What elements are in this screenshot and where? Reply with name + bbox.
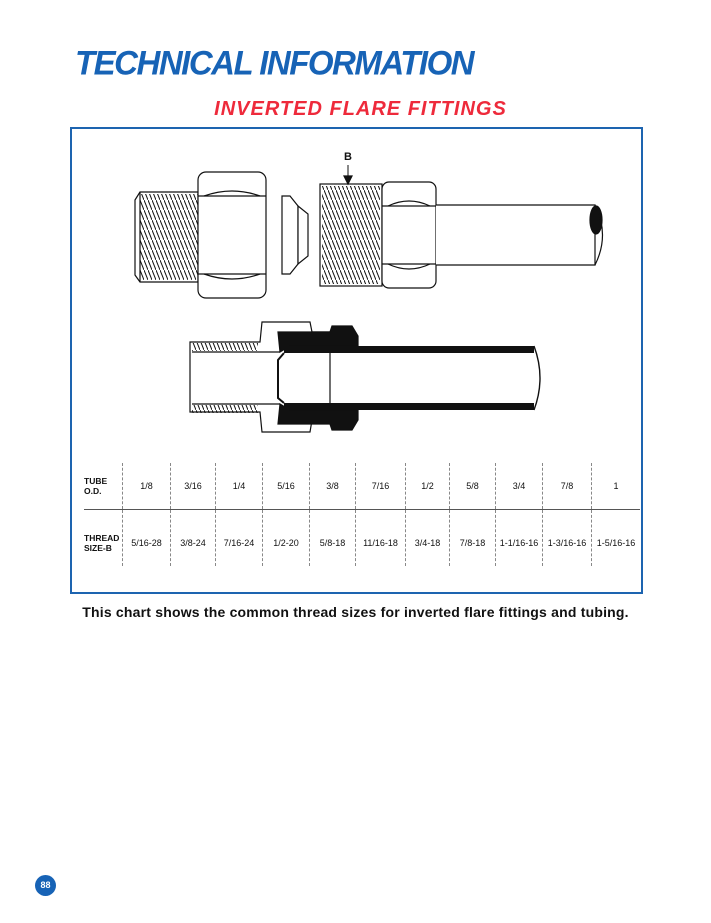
assembled-fitting-cross-section	[190, 322, 540, 432]
callout-label-b: B	[344, 151, 352, 163]
table-cell: 11/16-18	[356, 510, 406, 567]
table-row-tube-od	[84, 463, 640, 510]
table-cell: 3/4-18	[406, 510, 450, 567]
table-cell: 1/2	[406, 463, 450, 510]
table-cell: 1-3/16-16	[543, 510, 592, 567]
table-cell: 1/2-20	[263, 510, 310, 567]
exploded-fitting-view	[135, 165, 603, 298]
table-cell: 7/16	[356, 463, 406, 510]
table-cell: 1/4	[216, 463, 263, 510]
table-cell: 7/8	[543, 463, 592, 510]
table-cell: 7/8-18	[450, 510, 496, 567]
table-cell: 5/16	[263, 463, 310, 510]
row-header-line: THREAD	[84, 533, 120, 543]
row-header-tube-od	[84, 463, 123, 510]
page-number-badge: 88	[35, 875, 56, 896]
row-header-thread-size	[84, 510, 123, 567]
section-subtitle: INVERTED FLARE FITTINGS	[214, 98, 507, 120]
table-cell: 3/4	[496, 463, 543, 510]
table-cell: 1-1/16-16	[496, 510, 543, 567]
table-cell: 1	[592, 463, 641, 510]
row-header-line: SIZE-B	[84, 543, 112, 553]
table-cell: 5/8-18	[310, 510, 356, 567]
table-cell: 7/16-24	[216, 510, 263, 567]
table-cell: 5/8	[450, 463, 496, 510]
thread-size-table	[84, 463, 640, 566]
row-header-line: TUBE	[84, 476, 108, 486]
figure-caption: This chart shows the common thread sizes for inverted flare fittings and tubing.	[82, 604, 629, 620]
table-cell: 1-5/16-16	[592, 510, 641, 567]
table-cell: 3/16	[171, 463, 216, 510]
table-cell: 3/8-24	[171, 510, 216, 567]
row-header-line: O.D.	[84, 486, 102, 496]
table-row-thread-size	[84, 510, 640, 567]
table-cell: 5/16-28	[123, 510, 171, 567]
page-title: TECHNICAL INFORMATION	[75, 43, 474, 82]
table-cell: 1/8	[123, 463, 171, 510]
table-cell: 3/8	[310, 463, 356, 510]
